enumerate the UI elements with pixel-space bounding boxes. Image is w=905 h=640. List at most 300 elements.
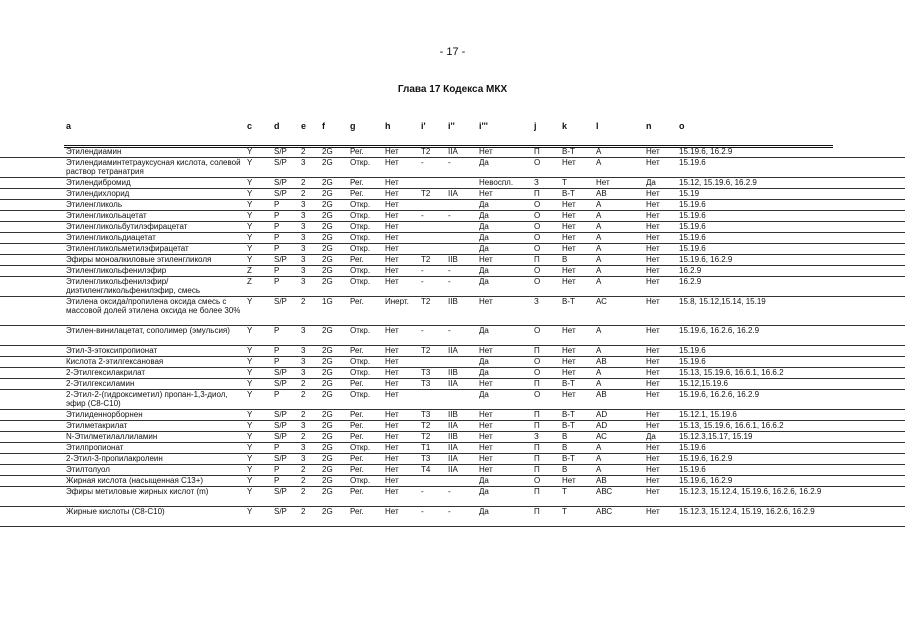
- cell-g: Откр.: [350, 211, 371, 220]
- cell-f: 2G: [322, 326, 333, 335]
- cell-n: Нет: [646, 297, 660, 306]
- cell-i2: IIA: [448, 189, 458, 198]
- cell-c: Y: [247, 487, 253, 496]
- cell-j: П: [534, 465, 540, 474]
- cell-i3: Нет: [479, 346, 493, 355]
- cell-l: А: [596, 244, 602, 253]
- cell-f: 2G: [322, 200, 333, 209]
- cell-l: АD: [596, 410, 608, 419]
- cell-d: S/P: [274, 255, 287, 264]
- cell-g: Рег.: [350, 346, 364, 355]
- cell-k: Нет: [562, 368, 576, 377]
- cell-l: А: [596, 255, 602, 264]
- cell-i1: T3: [421, 454, 431, 463]
- cell-k: Т: [562, 178, 567, 187]
- cell-j: О: [534, 266, 541, 275]
- cell-substance-name: 2-Этил-3-пропилакролеин: [66, 454, 163, 463]
- cell-j: О: [534, 326, 541, 335]
- cell-j: О: [534, 200, 541, 209]
- cell-d: P: [274, 233, 280, 242]
- cell-h: Нет: [385, 326, 399, 335]
- table-row: [0, 454, 905, 465]
- cell-n: Нет: [646, 357, 660, 366]
- cell-c: Y: [247, 465, 253, 474]
- cell-o: 15.19.6: [679, 244, 706, 253]
- cell-f: 2G: [322, 379, 333, 388]
- cell-f: 2G: [322, 147, 333, 156]
- cell-i1: T2: [421, 147, 431, 156]
- cell-i2: IIA: [448, 346, 458, 355]
- cell-f: 2G: [322, 346, 333, 355]
- cell-h: Нет: [385, 368, 399, 377]
- cell-h: Нет: [385, 421, 399, 430]
- cell-e: 3: [301, 368, 306, 377]
- cell-f: 2G: [322, 465, 333, 474]
- cell-i3: Да: [479, 476, 489, 485]
- cell-i2: IIA: [448, 421, 458, 430]
- cell-g: Рег.: [350, 507, 364, 516]
- cell-d: S/P: [274, 421, 287, 430]
- cell-substance-name: N-Этилметилаллиламин: [66, 432, 158, 441]
- cell-j: З: [534, 297, 539, 306]
- cell-h: Нет: [385, 277, 399, 286]
- cell-k: Нет: [562, 326, 576, 335]
- cell-c: Y: [247, 454, 253, 463]
- cell-i2: -: [448, 487, 451, 496]
- cell-h: Нет: [385, 443, 399, 452]
- cell-i3: Нет: [479, 432, 493, 441]
- column-header: o: [679, 121, 685, 131]
- cell-i1: T3: [421, 379, 431, 388]
- cell-h: Нет: [385, 454, 399, 463]
- cell-i3: Да: [479, 244, 489, 253]
- cell-n: Нет: [646, 454, 660, 463]
- column-header: a: [66, 121, 72, 131]
- cell-g: Рег.: [350, 297, 364, 306]
- cell-i1: T2: [421, 255, 431, 264]
- cell-n: Нет: [646, 158, 660, 167]
- cell-e: 2: [301, 487, 306, 496]
- cell-i1: -: [421, 326, 424, 335]
- cell-g: Рег.: [350, 465, 364, 474]
- cell-l: АВС: [596, 487, 613, 496]
- cell-n: Нет: [646, 443, 660, 452]
- cell-d: S/P: [274, 368, 287, 377]
- cell-d: P: [274, 244, 280, 253]
- cell-c: Y: [247, 368, 253, 377]
- cell-n: Нет: [646, 368, 660, 377]
- cell-c: Y: [247, 200, 253, 209]
- cell-f: 2G: [322, 507, 333, 516]
- cell-l: АВ: [596, 189, 607, 198]
- cell-o: 15.13, 15.19.6, 16.6.1, 16.6.2: [679, 421, 784, 430]
- cell-g: Откр.: [350, 200, 371, 209]
- table-row: [0, 211, 905, 222]
- cell-i3: Нет: [479, 147, 493, 156]
- cell-n: Нет: [646, 200, 660, 209]
- table-row: [0, 443, 905, 454]
- cell-g: Откр.: [350, 368, 371, 377]
- cell-l: Нет: [596, 178, 610, 187]
- cell-c: Y: [247, 507, 253, 516]
- table-row: [0, 255, 905, 266]
- cell-n: Нет: [646, 390, 660, 399]
- cell-i3: Да: [479, 233, 489, 242]
- cell-substance-name: Жирная кислота (насыщенная C13+): [66, 476, 204, 485]
- cell-o: 15.19.6: [679, 222, 706, 231]
- cell-n: Нет: [646, 421, 660, 430]
- cell-e: 3: [301, 346, 306, 355]
- column-header: g: [350, 121, 356, 131]
- cell-i2: IIA: [448, 443, 458, 452]
- cell-substance-name: Этилендибромид: [66, 178, 131, 187]
- cell-o: 15.12,15.19.6: [679, 379, 728, 388]
- cell-j: О: [534, 277, 541, 286]
- cell-i1: T1: [421, 443, 431, 452]
- cell-c: Y: [247, 357, 253, 366]
- column-header: d: [274, 121, 280, 131]
- cell-o: 15.19.6, 16.2.9: [679, 454, 733, 463]
- cell-h: Нет: [385, 390, 399, 399]
- cell-f: 2G: [322, 211, 333, 220]
- cell-g: Откр.: [350, 476, 371, 485]
- cell-l: АВ: [596, 357, 607, 366]
- cell-i3: Да: [479, 211, 489, 220]
- cell-i3: Да: [479, 326, 489, 335]
- column-header: i': [421, 121, 426, 131]
- cell-o: 15.19.6: [679, 346, 706, 355]
- cell-n: Нет: [646, 379, 660, 388]
- cell-k: В: [562, 465, 568, 474]
- cell-i3: Нет: [479, 255, 493, 264]
- cell-o: 15.19.6: [679, 465, 706, 474]
- cell-o: 16.2.9: [679, 277, 702, 286]
- cell-c: Y: [247, 326, 253, 335]
- cell-c: Y: [247, 443, 253, 452]
- cell-i2: IIB: [448, 432, 458, 441]
- cell-n: Нет: [646, 244, 660, 253]
- table-row: [0, 379, 905, 390]
- cell-substance-name: 2-Этил-2-(гидроксиметил) пропан-1,3-диол, эфир (С8-С10): [66, 390, 228, 408]
- cell-h: Нет: [385, 346, 399, 355]
- cell-i2: IIB: [448, 297, 458, 306]
- cell-d: S/P: [274, 410, 287, 419]
- cell-f: 2G: [322, 158, 333, 167]
- cell-e: 3: [301, 421, 306, 430]
- cell-i3: Нет: [479, 379, 493, 388]
- cell-k: Т: [562, 487, 567, 496]
- cell-substance-name: 2-Этилгексиламин: [66, 379, 135, 388]
- cell-i1: T4: [421, 465, 431, 474]
- cell-k: Нет: [562, 357, 576, 366]
- cell-j: П: [534, 443, 540, 452]
- cell-l: А: [596, 233, 602, 242]
- table-row: [0, 266, 905, 277]
- cell-c: Y: [247, 432, 253, 441]
- cell-k: Нет: [562, 200, 576, 209]
- cell-substance-name: Этил-3-этоксипропионат: [66, 346, 158, 355]
- cell-e: 2: [301, 507, 306, 516]
- cell-f: 2G: [322, 410, 333, 419]
- cell-k: В-Т: [562, 454, 575, 463]
- cell-n: Нет: [646, 189, 660, 198]
- cell-f: 2G: [322, 178, 333, 187]
- cell-o: 15.12.3, 15.12.4, 15.19, 16.2.6, 16.2.9: [679, 507, 815, 516]
- cell-g: Рег.: [350, 178, 364, 187]
- cell-k: В-Т: [562, 147, 575, 156]
- cell-i2: IIA: [448, 465, 458, 474]
- cell-j: О: [534, 158, 541, 167]
- cell-l: А: [596, 211, 602, 220]
- cell-j: П: [534, 410, 540, 419]
- cell-d: S/P: [274, 147, 287, 156]
- cell-substance-name: Этиленгликольацетат: [66, 211, 147, 220]
- cell-e: 3: [301, 443, 306, 452]
- cell-j: П: [534, 487, 540, 496]
- cell-substance-name: Этиленгликольдиацетат: [66, 233, 156, 242]
- cell-o: 15.19.6: [679, 233, 706, 242]
- cell-n: Да: [646, 432, 656, 441]
- table-row: [0, 297, 905, 326]
- cell-o: 15.19.6: [679, 200, 706, 209]
- cell-i1: T3: [421, 368, 431, 377]
- cell-j: О: [534, 368, 541, 377]
- cell-i3: Да: [479, 357, 489, 366]
- cell-g: Рег.: [350, 410, 364, 419]
- cell-substance-name: Этиленгликольфенилэфир: [66, 266, 167, 275]
- cell-j: З: [534, 432, 539, 441]
- table-row: [0, 357, 905, 368]
- cell-l: АВС: [596, 507, 613, 516]
- table-row: [0, 507, 905, 527]
- cell-substance-name: Этиленгликольметилэфирацетат: [66, 244, 189, 253]
- cell-e: 2: [301, 379, 306, 388]
- cell-l: А: [596, 147, 602, 156]
- cell-g: Рег.: [350, 432, 364, 441]
- cell-l: А: [596, 443, 602, 452]
- cell-i2: -: [448, 507, 451, 516]
- cell-e: 3: [301, 200, 306, 209]
- cell-l: АС: [596, 297, 607, 306]
- cell-h: Нет: [385, 379, 399, 388]
- cell-o: 15.19.6: [679, 211, 706, 220]
- cell-g: Откр.: [350, 357, 371, 366]
- cell-i1: -: [421, 277, 424, 286]
- cell-h: Нет: [385, 432, 399, 441]
- cell-e: 3: [301, 357, 306, 366]
- cell-substance-name: Этилиденнорборнен: [66, 410, 143, 419]
- cell-n: Нет: [646, 222, 660, 231]
- cell-g: Откр.: [350, 158, 371, 167]
- cell-o: 15.19.6, 16.2.9: [679, 476, 733, 485]
- cell-c: Y: [247, 178, 253, 187]
- cell-h: Нет: [385, 255, 399, 264]
- cell-f: 2G: [322, 266, 333, 275]
- table-row: [0, 200, 905, 211]
- column-header: c: [247, 121, 253, 131]
- cell-substance-name: Этиленгликоль: [66, 200, 122, 209]
- cell-e: 2: [301, 465, 306, 474]
- cell-j: О: [534, 357, 541, 366]
- table-row: [0, 147, 905, 158]
- cell-j: З: [534, 178, 539, 187]
- cell-i3: Нет: [479, 189, 493, 198]
- cell-c: Y: [247, 189, 253, 198]
- cell-j: П: [534, 454, 540, 463]
- cell-i1: -: [421, 507, 424, 516]
- cell-h: Нет: [385, 222, 399, 231]
- cell-h: Нет: [385, 410, 399, 419]
- cell-k: Нет: [562, 233, 576, 242]
- cell-j: П: [534, 147, 540, 156]
- cell-d: S/P: [274, 189, 287, 198]
- cell-l: А: [596, 465, 602, 474]
- cell-c: Z: [247, 277, 252, 286]
- cell-i3: Нет: [479, 465, 493, 474]
- cell-g: Откр.: [350, 244, 371, 253]
- cell-h: Нет: [385, 200, 399, 209]
- cell-e: 3: [301, 158, 306, 167]
- cell-e: 3: [301, 326, 306, 335]
- cell-f: 2G: [322, 454, 333, 463]
- column-header: n: [646, 121, 652, 131]
- column-header: e: [301, 121, 307, 131]
- cell-g: Откр.: [350, 443, 371, 452]
- cell-c: Y: [247, 158, 253, 167]
- cell-g: Откр.: [350, 277, 371, 286]
- cell-g: Рег.: [350, 255, 364, 264]
- cell-c: Y: [247, 390, 253, 399]
- cell-d: S/P: [274, 507, 287, 516]
- cell-o: 15.19.6, 16.2.6, 16.2.9: [679, 326, 760, 335]
- cell-f: 2G: [322, 487, 333, 496]
- cell-substance-name: Этилтолуол: [66, 465, 110, 474]
- cell-i1: -: [421, 158, 424, 167]
- cell-n: Нет: [646, 346, 660, 355]
- cell-i3: Да: [479, 368, 489, 377]
- cell-j: П: [534, 379, 540, 388]
- cell-i1: -: [421, 266, 424, 275]
- cell-i2: IIB: [448, 410, 458, 419]
- cell-l: А: [596, 454, 602, 463]
- cell-i3: Да: [479, 158, 489, 167]
- cell-k: В-Т: [562, 421, 575, 430]
- cell-i2: IIA: [448, 147, 458, 156]
- cell-e: 2: [301, 147, 306, 156]
- cell-f: 2G: [322, 222, 333, 231]
- cell-h: Нет: [385, 476, 399, 485]
- cell-k: Нет: [562, 476, 576, 485]
- cell-k: Нет: [562, 158, 576, 167]
- cell-h: Нет: [385, 357, 399, 366]
- cell-e: 3: [301, 244, 306, 253]
- cell-l: А: [596, 222, 602, 231]
- cell-o: 15.19.6, 16.2.6, 16.2.9: [679, 390, 760, 399]
- table-row: [0, 326, 905, 346]
- cell-i2: IIB: [448, 255, 458, 264]
- cell-o: 15.13, 15.19.6, 16.6.1, 16.6.2: [679, 368, 784, 377]
- cell-f: 2G: [322, 476, 333, 485]
- table-row: [0, 368, 905, 379]
- cell-i2: IIA: [448, 379, 458, 388]
- cell-f: 2G: [322, 390, 333, 399]
- cell-i3: Нет: [479, 454, 493, 463]
- cell-d: S/P: [274, 158, 287, 167]
- cell-c: Y: [247, 147, 253, 156]
- cell-o: 15.12.3, 15.12.4, 15.19.6, 16.2.6, 16.2.9: [679, 487, 822, 496]
- cell-d: S/P: [274, 454, 287, 463]
- cell-l: А: [596, 379, 602, 388]
- cell-o: 15.19: [679, 189, 700, 198]
- cell-k: В: [562, 443, 568, 452]
- cell-n: Нет: [646, 266, 660, 275]
- cell-f: 1G: [322, 297, 333, 306]
- cell-d: P: [274, 266, 280, 275]
- cell-g: Рег.: [350, 421, 364, 430]
- column-header: l: [596, 121, 599, 131]
- cell-i3: Да: [479, 507, 489, 516]
- cell-k: В-Т: [562, 379, 575, 388]
- table-row: [0, 487, 905, 507]
- cell-l: АС: [596, 432, 607, 441]
- column-header: j: [534, 121, 537, 131]
- cell-l: АD: [596, 421, 608, 430]
- cell-f: 2G: [322, 233, 333, 242]
- cell-l: А: [596, 158, 602, 167]
- cell-j: О: [534, 233, 541, 242]
- cell-g: Рег.: [350, 487, 364, 496]
- cell-h: Нет: [385, 244, 399, 253]
- table-row: [0, 178, 905, 189]
- cell-i3: Да: [479, 200, 489, 209]
- column-header: f: [322, 121, 325, 131]
- cell-o: 15.19.6, 16.2.9: [679, 147, 733, 156]
- cell-e: 2: [301, 432, 306, 441]
- cell-substance-name: Этилендиамин: [66, 147, 122, 156]
- cell-i3: Да: [479, 487, 489, 496]
- substance-table: [0, 147, 905, 527]
- cell-h: Нет: [385, 465, 399, 474]
- cell-g: Рег.: [350, 454, 364, 463]
- cell-i2: -: [448, 266, 451, 275]
- cell-c: Y: [247, 346, 253, 355]
- cell-n: Нет: [646, 507, 660, 516]
- chapter-title: Глава 17 Кодекса МКХ: [397, 84, 508, 95]
- cell-n: Нет: [646, 255, 660, 264]
- cell-d: S/P: [274, 432, 287, 441]
- cell-substance-name: Кислота 2-этилгексановая: [66, 357, 164, 366]
- cell-j: О: [534, 476, 541, 485]
- cell-substance-name: Этилпропионат: [66, 443, 124, 452]
- cell-c: Y: [247, 410, 253, 419]
- column-header: i''': [479, 121, 488, 131]
- cell-substance-name: Этиленгликольфенилэфир/ диэтиленгликольфенилэфир, смесь: [66, 277, 201, 295]
- cell-o: 15.19.6: [679, 158, 706, 167]
- cell-l: А: [596, 368, 602, 377]
- cell-d: P: [274, 390, 280, 399]
- cell-d: P: [274, 211, 280, 220]
- cell-d: S/P: [274, 178, 287, 187]
- cell-l: А: [596, 346, 602, 355]
- table-row: [0, 465, 905, 476]
- cell-j: О: [534, 244, 541, 253]
- cell-f: 2G: [322, 277, 333, 286]
- cell-i2: IIB: [448, 368, 458, 377]
- cell-j: О: [534, 390, 541, 399]
- cell-substance-name: Этилендиаминтетрауксусная кислота, солевой раствор тетранатрия: [66, 158, 241, 176]
- page-number: - 17 -: [439, 46, 466, 58]
- cell-o: 15.12, 15.19.6, 16.2.9: [679, 178, 757, 187]
